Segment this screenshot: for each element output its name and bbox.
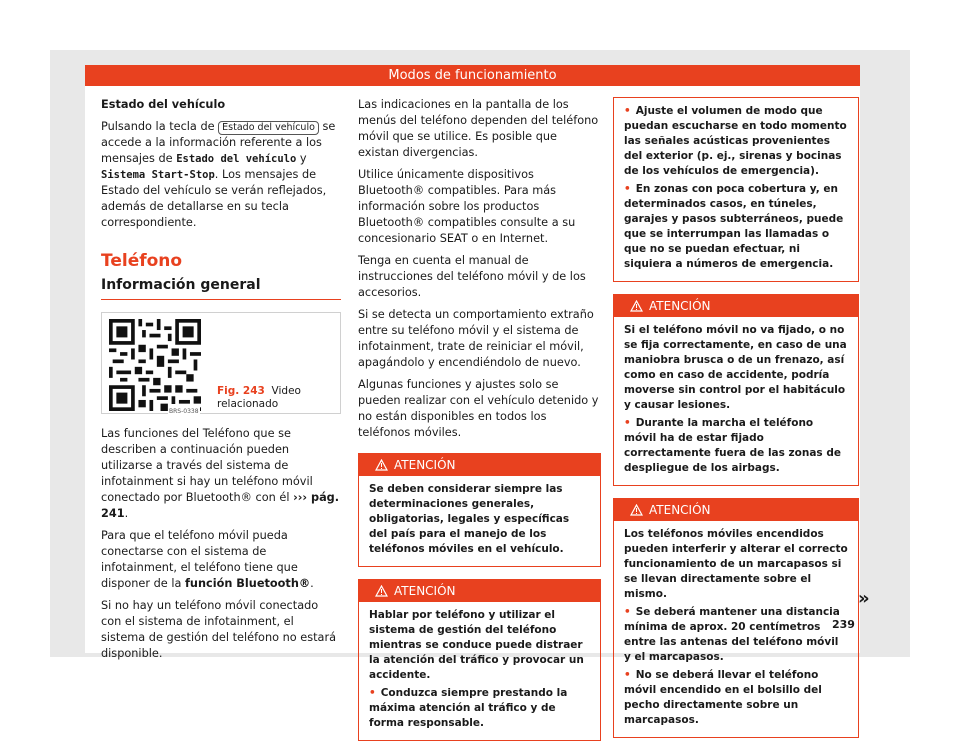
warning-triangle-icon [630,504,643,516]
column-left [101,97,341,668]
warning-bullet: • No se deberá llevar el teléfono móvil encendido en el bolsillo del pecho directamente sobre un marcapasos. [624,668,848,728]
column-middle [358,97,601,753]
warning-body: Hablar por teléfono y utilizar el sistema de gestión del teléfono mientras se conduce puede distraer la atención del tráfico y provocar un accidente. • Conduzca siempre prestando la máxima atención al tráfico y de forma responsable. [359,602,600,740]
warning-box-4 [613,498,859,738]
warning-bullet: • Ajuste el volumen de modo que puedan escucharse en todo momento las señales acústicas provenientes del exterior (p. ej., sirenas y bocinas de los vehículos de emergencia). [624,104,848,179]
subheading: Información general [101,277,341,300]
warning-box-3 [613,294,859,486]
vehicle-state-paragraph: Pulsando la tecla de Estado del vehículo se accede a la información referente a los mensajes de Estado del vehículo y Sistema Start-Stop. Los mensajes de Estado del vehículo se verán reflejados, además de detallarse en su tecla correspondiente. [101,120,336,229]
warning-box-1 [358,453,601,567]
page-reference-link[interactable]: ››› pág. 241 [101,491,340,520]
warning-bullet: • En zonas con poca cobertura y, en determinados casos, en túneles, garajes y pasos subterráneos, puede que se interrumpan las llamadas o que no se puedan efectuar, ni siquiera a números de emergencia. [624,182,848,272]
warning-box-2 [358,579,601,741]
warning-header: ATENCIÓN [614,499,858,521]
warning-triangle-icon [375,585,388,597]
warning-header: ATENCIÓN [359,580,600,602]
warning-bullet: • Conduzca siempre prestando la máxima atención al tráfico y de forma responsable. [369,686,590,731]
page-header: Modos de funcionamiento [85,65,860,86]
warning-bullet: • Durante la marcha el teléfono móvil ha de estar fijado correctamente fuera de las zonas de despliegue de los airbags. [624,416,848,476]
vehicle-state-title: Estado del vehículo [101,98,226,111]
warning-body: Los teléfonos móviles encendidos pueden interferir y alterar el correcto funcionamiento de un marcapasos si se llevan directamente sobre el mismo. • Se deberá mantener una distancia mínima de aprox. 20 centímetros entre las antenas del teléfono móvil y el marcapasos. • No se deberá llevar el teléfono móvil encendido en el bolsillo del pecho directamente sobre un marcapasos. [614,521,858,737]
vehicle-state-key: Estado del vehículo [218,121,319,135]
page-number: 239 [832,618,855,631]
section-title: Teléfono [101,251,183,271]
figure-code: BRS-0338 [168,404,200,420]
figure-243 [101,312,341,414]
column-right [613,97,859,750]
warning-body: Si el teléfono móvil no va fijado, o no se fija correctamente, en caso de una maniobra brusca o de un frenazo, así como en caso de accidente, podría moverse sin control por el habitáculo y causar lesiones. • Durante la marcha el teléfono móvil ha de estar fijado correctamente fuera de las zonas de despliegue de los airbags. [614,317,858,485]
telefono-paragraph-3: Si no hay un teléfono móvil conectado con el sistema de infotainment, el sistema de gestión del teléfono no estará disponible. [101,599,337,660]
continue-mark: » [858,588,870,609]
warning-triangle-icon [630,300,643,312]
qr-code[interactable] [109,319,201,411]
warning-bullet: • Se deberá mantener una distancia mínima de aprox. 20 centímetros entre las antenas del teléfono móvil y el marcapasos. [624,605,848,665]
telefono-paragraph-2: Para que el teléfono móvil pueda conectarse con el sistema de infotainment, el teléfono tiene que disponer de la función Bluetooth®. [101,529,314,590]
warning-body [614,98,858,281]
middle-paragraph-2: Utilice únicamente dispositivos Bluetooth® compatibles. Para más información sobre los productos Bluetooth® compatibles consulte a su concesionario SEAT o en Internet. [358,168,576,245]
warning-body: Se deben considerar siempre las determinaciones generales, obligatorias, legales y específicas del país para el manejo de los teléfonos móviles en el vehículo. [369,483,570,555]
middle-paragraph-3: Tenga en cuenta el manual de instrucciones del teléfono móvil y de los accesorios. [358,254,586,299]
middle-paragraph-5: Algunas funciones y ajustes solo se pueden realizar con el vehículo detenido y no están disponibles en todos los teléfonos móviles. [358,378,599,439]
warning-box-continued [613,97,859,282]
warning-header: ATENCIÓN [614,295,858,317]
warning-triangle-icon [375,459,388,471]
warning-header: ATENCIÓN [359,454,600,476]
telefono-paragraph-1: Las funciones del Teléfono que se describen a continuación pueden utilizarse a través del sistema de infotainment si hay un teléfono móvil conectado por Bluetooth® con él ››› pág. 241. [101,427,340,520]
middle-paragraph-4: Si se detecta un comportamiento extraño entre su teléfono móvil y el sistema de infotainment, trate de reiniciar el móvil, apagándolo y encendiéndolo de nuevo. [358,308,594,369]
figure-caption: Fig. 243 Video relacionado [217,385,301,410]
middle-paragraph-1: Las indicaciones en la pantalla de los menús del teléfono dependen del teléfono móvil que se utilice. Es posible que existan divergencias. [358,98,599,159]
